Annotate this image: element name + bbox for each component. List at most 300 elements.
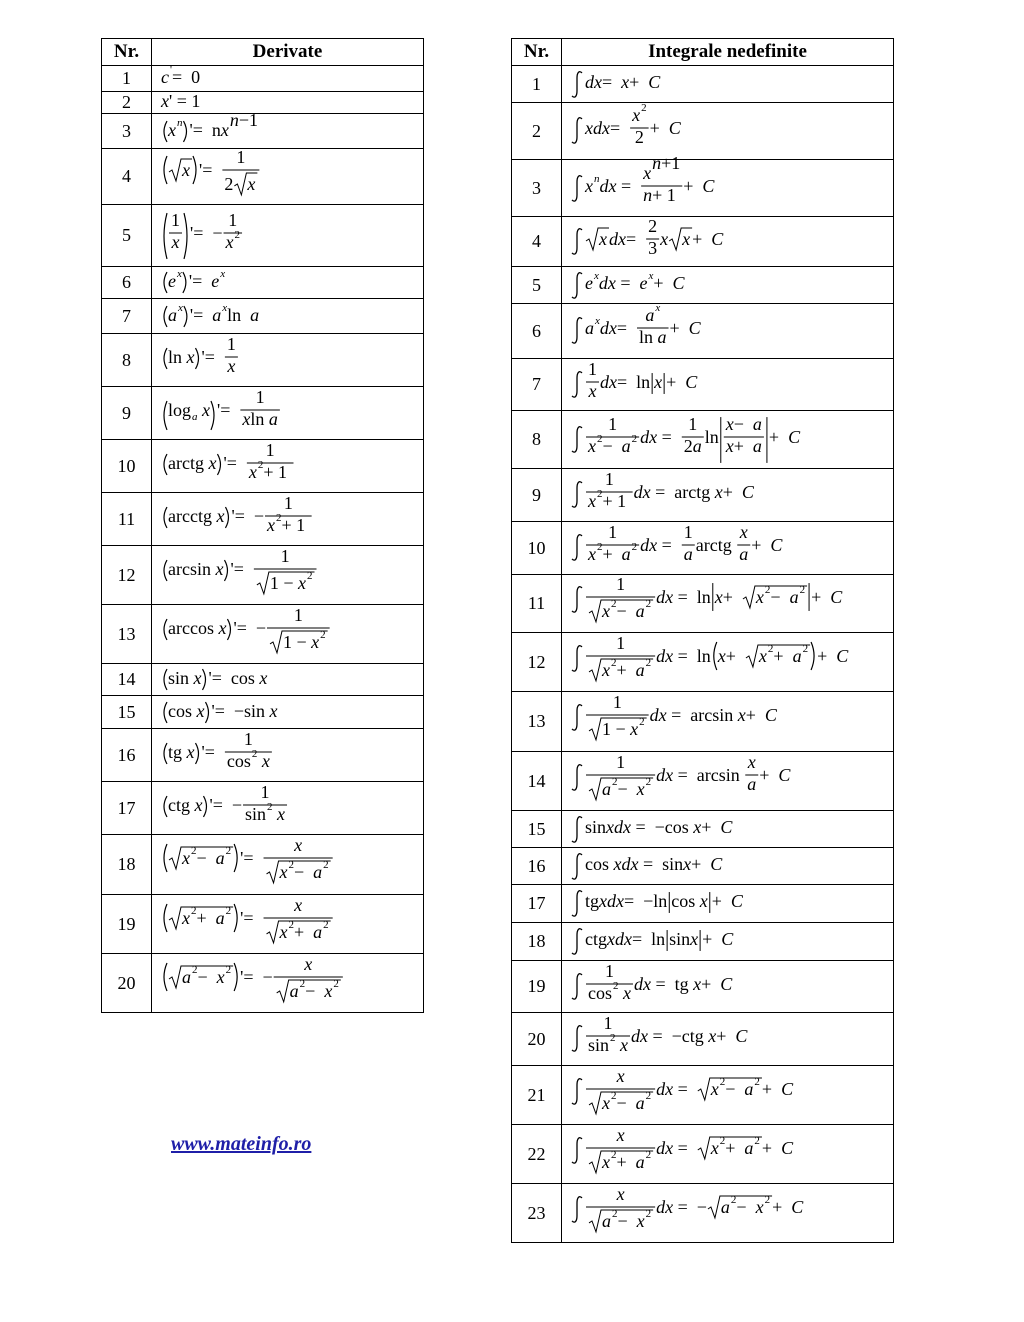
svg-text:1: 1 [683, 522, 693, 543]
svg-text:': ' [216, 400, 221, 420]
svg-text:log: log [168, 400, 192, 420]
integral-formula-cell [562, 304, 894, 359]
derivative-row-number: 13 [102, 605, 152, 664]
integral-row [512, 923, 894, 961]
derivative-row-number: 18 [102, 835, 152, 895]
integral-formula-cell [562, 811, 894, 848]
svg-text:+: + [701, 974, 712, 994]
derivatives-nr-header: Nr. [102, 39, 152, 66]
svg-text:xdx: xdx [599, 891, 624, 911]
svg-text:+: + [725, 1138, 736, 1158]
derivative-row-number: 17 [102, 782, 152, 835]
svg-text:dx: dx [633, 482, 651, 502]
svg-text:dx: dx [608, 229, 626, 249]
integral-formula-cell [562, 1125, 894, 1184]
svg-text:x: x [588, 435, 596, 456]
svg-text:a: a [739, 543, 749, 564]
integral-formula [570, 522, 786, 574]
svg-text:=: = [233, 559, 244, 579]
svg-text:x: x [621, 72, 630, 92]
integral-row [512, 66, 894, 103]
svg-text:x: x [194, 795, 203, 815]
svg-text:' = 1: ' = 1 [168, 91, 201, 111]
svg-text:+ 1: + 1 [652, 184, 676, 205]
svg-text:dx: dx [621, 854, 639, 874]
derivative-row-number: 5 [102, 205, 152, 267]
svg-text:dx: dx [585, 72, 602, 92]
svg-text:': ' [211, 701, 215, 721]
derivative-formula [160, 835, 337, 894]
integral-row-number: 18 [512, 923, 562, 961]
svg-text:2: 2 [610, 656, 617, 669]
svg-text:e: e [585, 273, 593, 293]
svg-text:x: x [171, 231, 180, 252]
integrals-nr-header: Nr. [512, 39, 562, 66]
derivative-formula [160, 205, 247, 266]
derivative-formula [160, 440, 298, 492]
svg-text:n: n [229, 110, 239, 130]
svg-text:dx: dx [656, 765, 674, 785]
svg-text:1: 1 [603, 1013, 613, 1034]
svg-text:1: 1 [265, 440, 275, 461]
svg-text:x: x [602, 1151, 610, 1172]
derivative-formula-cell [152, 299, 424, 334]
svg-text:x: x [242, 408, 251, 429]
svg-text:C: C [781, 1138, 794, 1158]
integral-row-number: 15 [512, 811, 562, 848]
svg-text:e: e [168, 271, 176, 291]
svg-text:−: − [196, 848, 207, 868]
integral-formula-cell [562, 359, 894, 411]
integral-formula [570, 1013, 751, 1065]
svg-text:x: x [616, 1184, 625, 1205]
svg-text:a: a [621, 543, 631, 564]
integral-row-number: 10 [512, 522, 562, 575]
svg-text:x: x [654, 372, 663, 392]
derivative-row [102, 267, 424, 299]
svg-text:ln: ln [704, 427, 719, 447]
svg-text:2: 2 [612, 775, 618, 788]
derivative-formula-cell [152, 664, 424, 696]
svg-text:+: + [653, 273, 664, 293]
svg-text:1: 1 [604, 961, 614, 982]
svg-text:': ' [209, 795, 213, 815]
svg-text:2: 2 [648, 216, 658, 237]
integral-formula [570, 885, 746, 922]
svg-text:2: 2 [802, 643, 809, 655]
svg-text:x: x [161, 91, 169, 111]
integral-formula [570, 1125, 797, 1183]
integral-formula [570, 359, 701, 410]
svg-text:a: a [168, 305, 177, 325]
integrals-table [511, 38, 894, 1243]
svg-text:=: = [601, 72, 613, 92]
svg-text:arcctg: arcctg [168, 506, 212, 526]
svg-text:ln: ln [696, 587, 711, 607]
svg-text:arccos: arccos [168, 618, 214, 638]
svg-text:x: x [660, 229, 669, 249]
svg-text:': ' [201, 742, 205, 762]
svg-text:+: + [768, 427, 780, 447]
svg-text:+: + [733, 435, 744, 456]
svg-text:C: C [668, 118, 681, 138]
svg-text:dx: dx [640, 427, 658, 447]
svg-text:a: a [683, 543, 693, 564]
integral-row-number: 6 [512, 304, 562, 359]
svg-text:a: a [635, 1151, 645, 1172]
svg-text:x: x [248, 461, 257, 482]
integral-formula-cell [562, 885, 894, 923]
svg-text:a: a [744, 1079, 754, 1099]
svg-text:+: + [669, 318, 680, 338]
svg-text:a: a [192, 411, 198, 423]
integral-formula-cell [562, 1184, 894, 1243]
svg-text:=: = [214, 701, 225, 721]
svg-text:2: 2 [299, 977, 306, 990]
svg-text:dx: dx [640, 535, 658, 555]
integral-formula [570, 469, 757, 521]
svg-text:=: = [620, 273, 631, 293]
svg-text:x: x [636, 778, 645, 799]
svg-text:C: C [830, 587, 843, 607]
svg-text:−: − [733, 414, 744, 435]
svg-text:2: 2 [639, 715, 645, 728]
svg-text:2: 2 [225, 964, 232, 976]
derivative-formula [160, 493, 316, 545]
integral-formula-cell [562, 153, 894, 217]
svg-text:sin: sin [588, 1034, 610, 1055]
svg-text:=: = [226, 453, 237, 473]
derivative-row [102, 493, 424, 546]
svg-text:=: = [204, 742, 215, 762]
svg-text:x: x [208, 453, 217, 473]
svg-text:+: + [745, 705, 756, 725]
integral-row-number: 11 [512, 575, 562, 633]
derivative-formula [160, 92, 204, 113]
svg-text:x: x [693, 974, 702, 994]
integral-formula [570, 848, 726, 884]
svg-text:x: x [708, 1026, 717, 1046]
svg-text:+: + [196, 908, 207, 928]
svg-text:=: = [243, 848, 254, 868]
svg-text:2: 2 [275, 511, 282, 524]
svg-text:x: x [182, 848, 190, 868]
derivative-formula [160, 696, 281, 728]
svg-text:−: − [255, 618, 267, 638]
svg-text:1: 1 [604, 469, 614, 490]
svg-text:x: x [186, 742, 195, 762]
svg-text:2: 2 [288, 858, 295, 871]
svg-text:sin: sin [168, 668, 190, 688]
svg-text:−cos: −cos [654, 817, 689, 837]
integral-row-number: 1 [512, 66, 562, 103]
svg-text:x: x [599, 229, 607, 249]
svg-text:=: = [234, 506, 245, 526]
svg-text:=: = [609, 118, 621, 138]
svg-text:=: = [677, 587, 688, 607]
svg-text:dx: dx [656, 1197, 674, 1217]
svg-text:ln: ln [651, 929, 666, 949]
svg-text:+: + [666, 372, 677, 392]
svg-text:xdx: xdx [606, 929, 632, 949]
derivative-row-number: 4 [102, 149, 152, 205]
svg-text:x: x [227, 355, 236, 376]
svg-text:2: 2 [641, 102, 647, 115]
derivative-formula [160, 954, 347, 1012]
svg-text:x: x [643, 163, 652, 184]
integral-formula-cell [562, 1066, 894, 1125]
svg-text:2: 2 [320, 628, 326, 641]
svg-text:+: + [702, 929, 713, 949]
derivative-formula [160, 664, 271, 695]
svg-text:+ 1: + 1 [263, 461, 288, 482]
svg-text:tg: tg [585, 891, 600, 911]
derivative-formula [160, 729, 276, 781]
svg-text:2: 2 [631, 432, 638, 445]
svg-text:x: x [622, 982, 631, 1003]
svg-text:x: x [714, 482, 723, 502]
svg-text:n: n [593, 173, 600, 185]
svg-text:1: 1 [226, 334, 236, 355]
svg-text:x: x [710, 1138, 719, 1158]
integral-formula-cell [562, 848, 894, 885]
svg-text:C: C [770, 535, 783, 555]
derivative-row-number: 10 [102, 440, 152, 493]
svg-text:cos: cos [168, 701, 192, 721]
derivative-row-number: 1 [102, 66, 152, 92]
svg-text:': ' [240, 908, 244, 928]
svg-text:arcsin: arcsin [168, 559, 211, 579]
svg-text:+: + [294, 921, 305, 942]
svg-text:+: + [616, 659, 627, 680]
svg-text:x: x [279, 921, 288, 942]
svg-text:x: x [655, 302, 661, 315]
svg-text:x: x [755, 587, 764, 607]
svg-text:x: x [178, 302, 183, 314]
integral-formula-cell [562, 1013, 894, 1066]
integrals-header-row [512, 39, 894, 66]
svg-text:x: x [324, 980, 333, 1001]
svg-text:−: − [725, 1079, 736, 1099]
svg-text:=: = [192, 120, 203, 140]
svg-text:a: a [720, 1197, 730, 1217]
svg-text:x: x [266, 514, 275, 535]
svg-text:=: = [616, 372, 628, 392]
svg-text:tg: tg [168, 742, 183, 762]
integral-row-number: 8 [512, 411, 562, 469]
derivative-row [102, 114, 424, 149]
svg-text:x: x [588, 490, 596, 511]
svg-text:a: a [212, 305, 222, 325]
derivative-formula-cell [152, 954, 424, 1013]
svg-text:=: = [655, 974, 666, 994]
derivative-row-number: 3 [102, 114, 152, 149]
svg-text:C: C [781, 1079, 794, 1099]
svg-text:C: C [685, 372, 698, 392]
svg-text:a: a [182, 967, 191, 987]
svg-text:x: x [717, 646, 726, 666]
svg-text:+: + [616, 1151, 627, 1172]
integral-formula [570, 1066, 797, 1124]
integral-formula [570, 411, 804, 468]
svg-text:=: = [171, 67, 183, 87]
svg-text:ln: ln [168, 347, 183, 367]
svg-text:dx: dx [613, 817, 631, 837]
svg-text:x: x [168, 120, 176, 140]
svg-text:−: − [231, 795, 243, 815]
integral-row [512, 160, 894, 217]
svg-text:2: 2 [631, 540, 638, 553]
derivative-row [102, 546, 424, 605]
svg-text:1 −: 1 − [283, 631, 307, 652]
svg-text:C: C [735, 1026, 748, 1046]
derivative-row [102, 605, 424, 664]
svg-text:x: x [311, 631, 320, 652]
integral-formula [570, 633, 852, 691]
svg-text:dx: dx [656, 646, 674, 666]
svg-text:C: C [720, 974, 733, 994]
svg-text:=: = [623, 891, 635, 911]
svg-text:C: C [702, 176, 715, 196]
svg-text:sin: sin [245, 803, 267, 824]
integral-row-number: 20 [512, 1013, 562, 1066]
derivative-formula-cell [152, 895, 424, 954]
integral-row [512, 575, 894, 633]
svg-text:1: 1 [243, 729, 253, 750]
svg-text:C: C [741, 482, 754, 502]
svg-text:C: C [711, 229, 724, 249]
svg-text:=: = [211, 668, 222, 688]
derivative-row [102, 92, 424, 114]
derivative-row [102, 782, 424, 835]
derivative-formula-cell [152, 835, 424, 895]
svg-text:2: 2 [764, 584, 771, 596]
integral-formula [570, 923, 737, 960]
derivative-formula [160, 334, 242, 386]
svg-text:1: 1 [616, 633, 626, 654]
svg-text:2: 2 [610, 597, 617, 610]
svg-text:a: a [250, 305, 260, 325]
svg-text:a: a [747, 773, 757, 794]
svg-text:ctg: ctg [168, 795, 190, 815]
svg-text:dx: dx [630, 1026, 648, 1046]
integral-row [512, 217, 894, 267]
svg-text:x: x [225, 231, 234, 252]
svg-text:=: = [677, 1138, 688, 1158]
integral-formula [570, 811, 736, 847]
svg-text:cos: cos [230, 668, 255, 688]
svg-text:2: 2 [645, 775, 652, 788]
derivative-formula-cell [152, 267, 424, 299]
svg-text:2: 2 [767, 643, 774, 655]
svg-text:c: c [161, 67, 169, 87]
integral-row [512, 811, 894, 848]
integral-row [512, 267, 894, 304]
svg-text:=: = [202, 160, 213, 180]
svg-text:dx: dx [598, 273, 616, 293]
integral-row [512, 304, 894, 359]
svg-text:ln: ln [227, 305, 242, 325]
derivative-formula-cell [152, 605, 424, 664]
svg-text:x: x [220, 120, 229, 140]
svg-text:dx: dx [649, 705, 667, 725]
svg-text:2: 2 [645, 1089, 652, 1102]
integral-row [512, 1125, 894, 1184]
svg-text:x: x [758, 646, 767, 666]
svg-text:+: + [716, 1026, 727, 1046]
derivative-formula-cell [152, 696, 424, 729]
derivative-formula [160, 387, 284, 439]
svg-text:−: − [212, 223, 223, 243]
svg-text:=: = [661, 535, 672, 555]
svg-text:1 −: 1 − [602, 718, 626, 739]
svg-text:=: = [220, 400, 231, 420]
integral-row-number: 13 [512, 692, 562, 752]
integral-row [512, 411, 894, 469]
website-link[interactable]: www.mateinfo.ro [171, 1133, 312, 1155]
svg-text:a: a [645, 305, 655, 326]
svg-text:+: + [751, 535, 762, 555]
derivative-formula [160, 110, 262, 148]
svg-text:−ctg: −ctg [671, 1026, 704, 1046]
svg-text:a: a [313, 861, 323, 882]
svg-text:a: a [789, 587, 799, 607]
svg-text:': ' [233, 618, 237, 638]
svg-text:−sin: −sin [233, 701, 266, 721]
derivative-row [102, 954, 424, 1013]
svg-text:=: = [635, 817, 646, 837]
svg-text:x: x [218, 618, 227, 638]
svg-text:2: 2 [754, 1076, 760, 1088]
svg-text:x: x [182, 908, 190, 928]
svg-text:−: − [305, 980, 316, 1001]
integral-formula-cell [562, 575, 894, 633]
integral-row [512, 961, 894, 1013]
svg-text:x: x [216, 967, 225, 987]
svg-text:x: x [602, 659, 610, 680]
derivative-row-number: 11 [102, 493, 152, 546]
derivative-row-number: 14 [102, 664, 152, 696]
svg-text:=: = [243, 967, 254, 987]
svg-text:2: 2 [596, 487, 603, 500]
svg-text:x: x [193, 668, 202, 688]
svg-text:+: + [722, 482, 733, 502]
svg-text:2: 2 [190, 905, 197, 917]
svg-text:2: 2 [612, 1207, 618, 1220]
integral-formula-cell [562, 103, 894, 160]
svg-text:cos: cos [585, 854, 609, 874]
svg-text:−: − [294, 861, 305, 882]
svg-text:1: 1 [280, 546, 290, 567]
svg-text:x: x [630, 718, 639, 739]
svg-text:1: 1 [236, 147, 246, 168]
derivative-row [102, 387, 424, 440]
derivative-formula [160, 546, 321, 604]
svg-text:x: x [259, 668, 268, 688]
svg-text:sin: sin [669, 929, 691, 949]
svg-text:dx: dx [656, 1138, 674, 1158]
svg-text:x: x [636, 1210, 645, 1231]
integral-row-number: 19 [512, 961, 562, 1013]
svg-text:=: = [631, 929, 643, 949]
svg-text:arctg: arctg [695, 535, 732, 555]
svg-text:x: x [620, 1034, 629, 1055]
derivative-row-number: 20 [102, 954, 152, 1013]
svg-text:': ' [223, 453, 227, 473]
svg-text:a: a [744, 1138, 754, 1158]
derivative-formula-cell [152, 66, 424, 92]
derivative-formula-cell [152, 110, 424, 149]
